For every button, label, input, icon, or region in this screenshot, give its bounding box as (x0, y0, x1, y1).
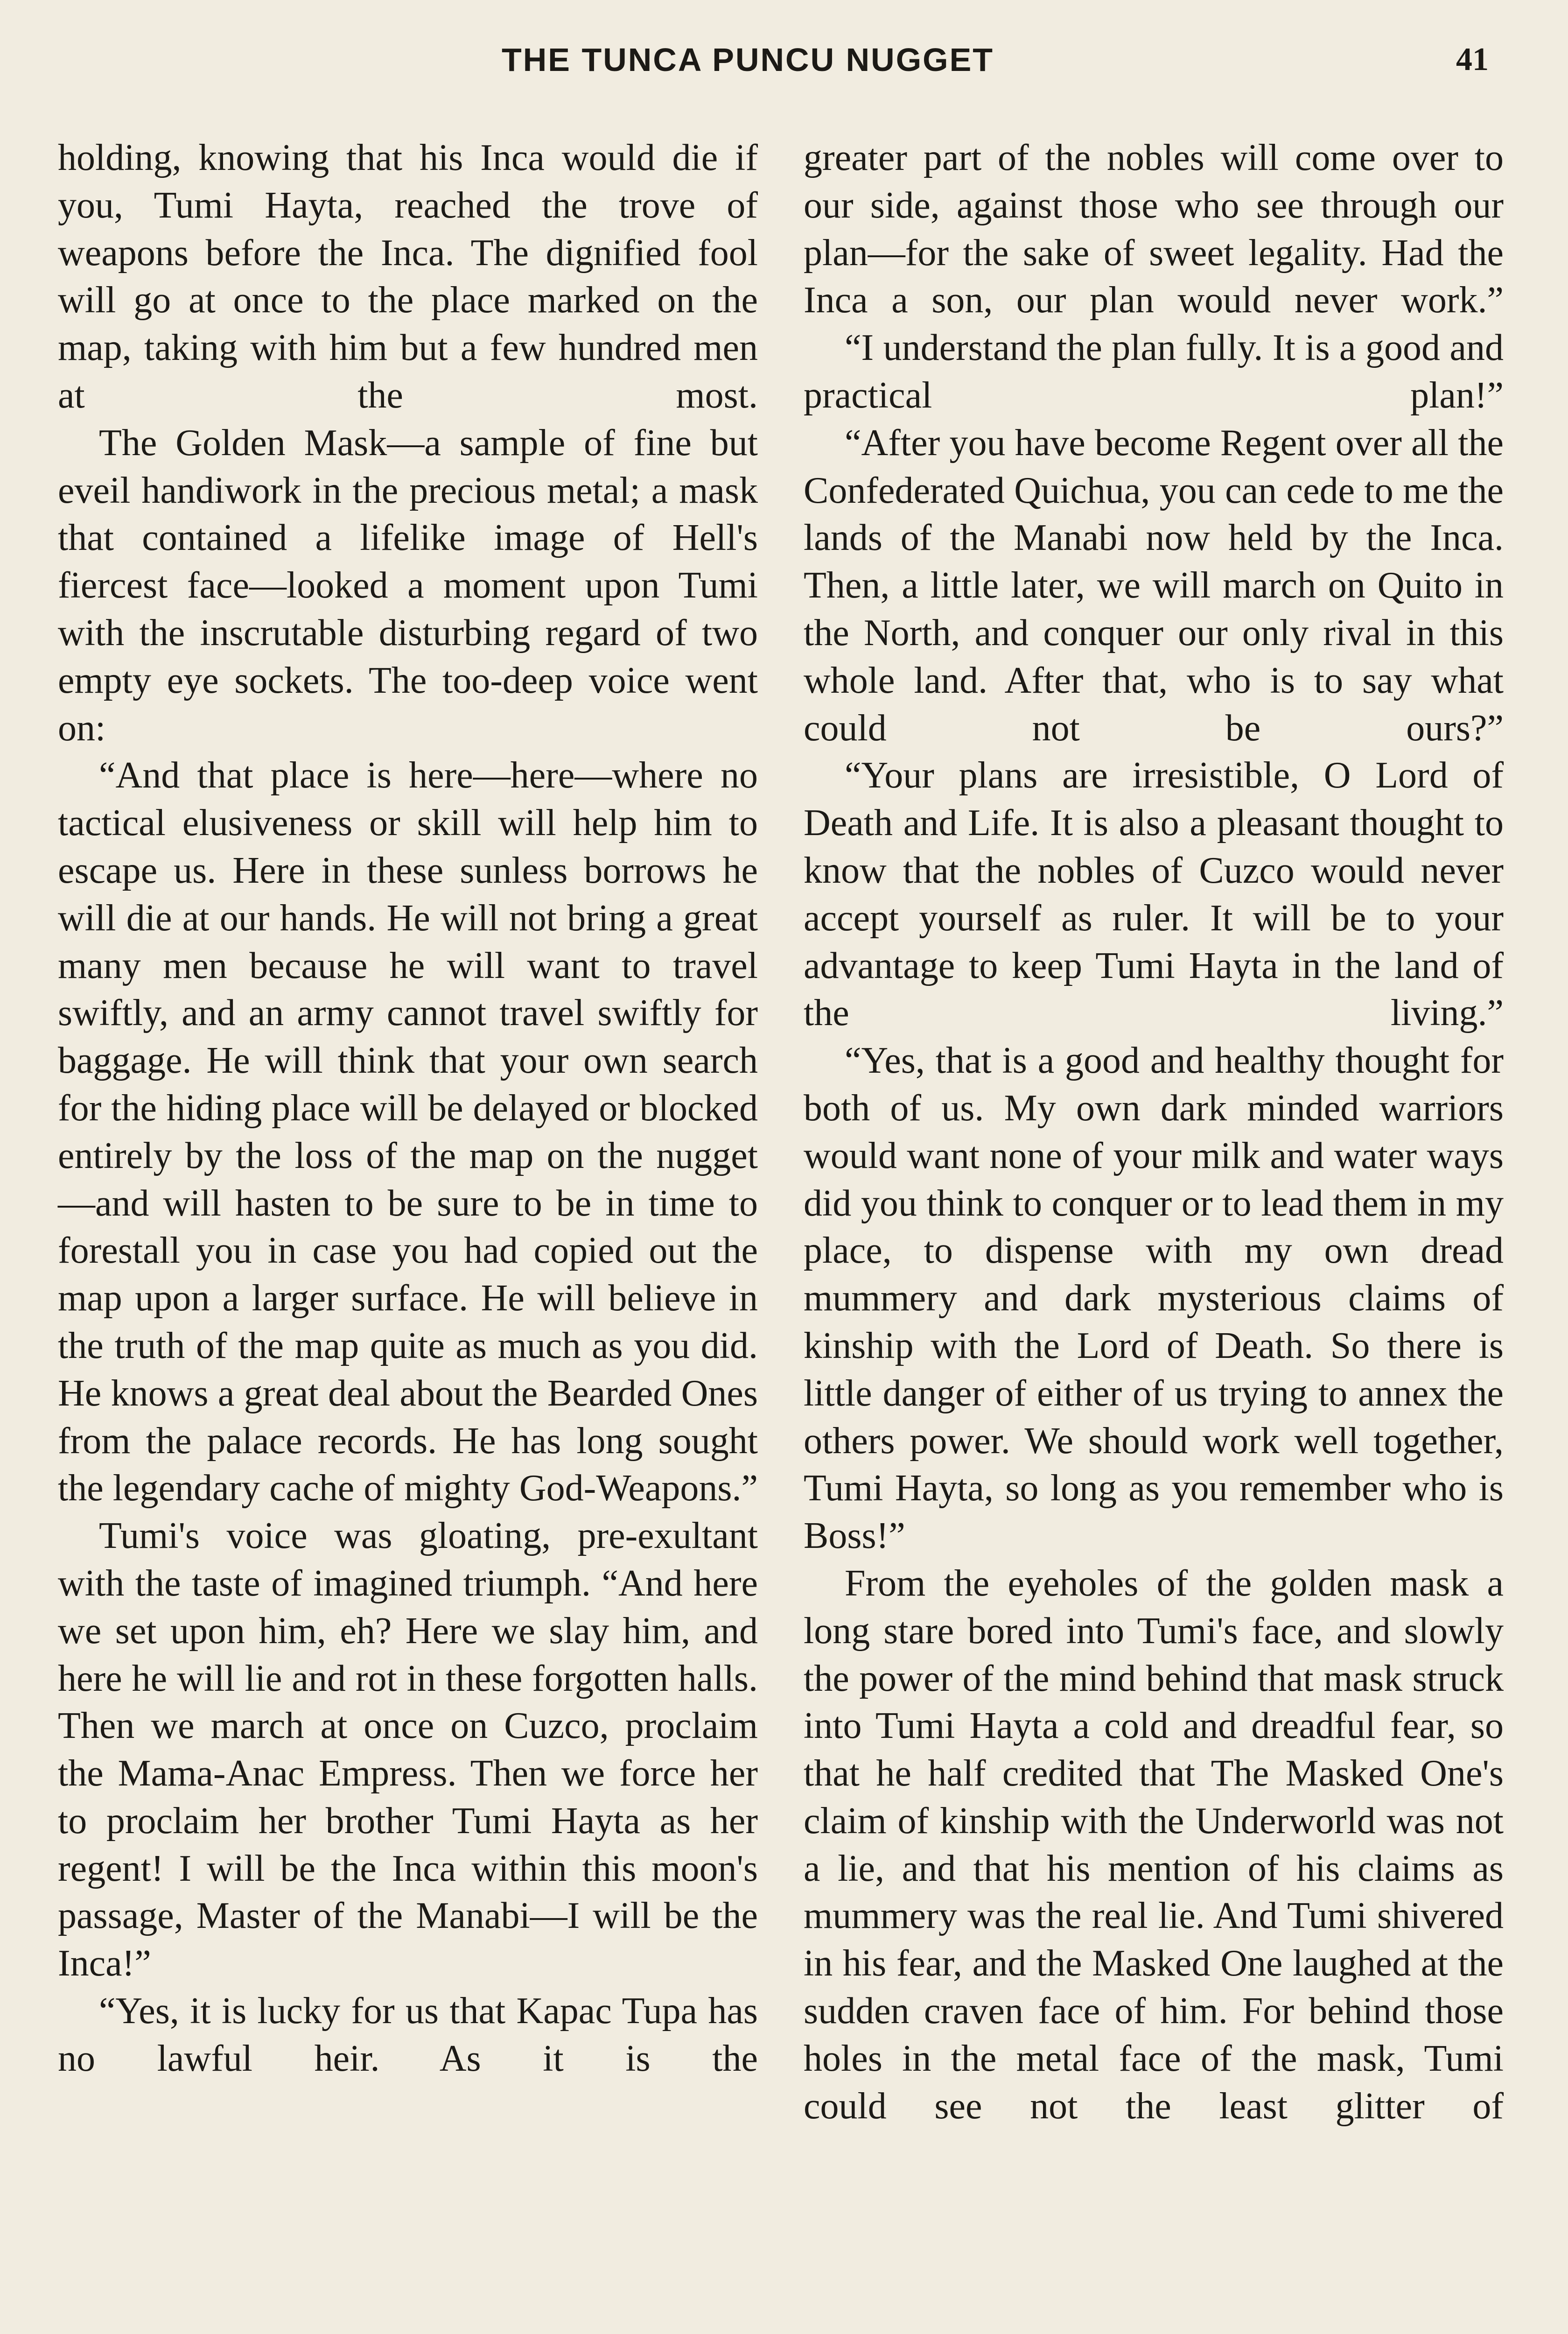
running-head: THE TUNCA PUNCU NUGGET (502, 42, 994, 78)
paragraph: greater part of the nobles will come over to our side, against those who see through our plan—for the sake of sweet legality. Had the Inca a son, our plan would never work.” (804, 137, 1504, 321)
paragraph: “I understand the plan fully. It is a good and practical plan!” (804, 327, 1504, 416)
paragraph: “Your plans are irresistible, O Lord of Death and Life. It is also a pleasant thought to know that the nobles of Cuzco would never accept yourself as ruler. It will be to your advantage to keep Tumi Hayta in the land of the living.” (804, 755, 1504, 1034)
paragraph: “Yes, it is lucky for us that Kapac Tupa has no lawful heir. As it is the (58, 1990, 758, 2079)
paragraph: “And that place is here—here—where no tactical elusiveness or skill will help him to escape us. Here in these sunless borrows he will die at our hands. He will not bring a great many men because he will want to travel swiftly, and an army cannot travel swiftly for baggage. He will think that your own search for the hiding place will be delayed or blocked entirely by the loss of the map on the nugget—and will hasten to be sure to be in time to forestall you in case you had copied out the map upon a larger surface. He will believe in the truth of the map quite as much as you did. He knows a great deal about the Bearded Ones from the palace records. He has long sought the legendary cache of mighty God-Weapons.” (58, 755, 758, 1509)
paragraph: Tumi's voice was gloating, pre-exultant with the taste of imagined triumph. “And here we set upon him, eh? Here we slay him, and here he will lie and rot in these forgotten halls. Then we march at once on Cuzco, proclaim the Mama-Anac Empress. Then we force her to proclaim her brother Tumi Hayta as her regent! I will be the Inca within this moon's passage, Master of the Manabi—I will be the Inca!” (58, 1515, 758, 1984)
paragraph: holding, knowing that his Inca would die if you, Tumi Hayta, reached the trove of weapons before the Inca. The dignified fool will go at once to the place marked on the map, taking with him but a few hundred men at the most. (58, 137, 758, 416)
paragraph: “After you have become Regent over all the Confederated Quichua, you can cede to me the lands of the Manabi now held by the Inca. Then, a little later, we will march on Quito in the North, and conquer our only rival in this whole land. After that, who is to say what could not be ours?” (804, 422, 1504, 749)
paragraph: “Yes, that is a good and healthy thought for both of us. My own dark minded warriors would want none of your milk and water ways did you think to conquer or to lead them in my place, to dispense with my own dread mummery and dark mysterious claims of kinship with the Lord of Death. So there is little danger of either of us trying to annex the others power. We should work well together, Tumi Hayta, so long as you remember who is Boss!” (804, 1040, 1504, 1557)
paragraph: The Golden Mask—a sample of fine but eveil handiwork in the precious metal; a mask that contained a lifelike image of Hell's fiercest face—looked a moment upon Tumi with the inscrutable disturbing regard of two empty eye sockets. The too-deep voice went on: (58, 422, 758, 749)
paragraph: From the eyeholes of the golden mask a long stare bored into Tumi's face, and slowly the power of the mind behind that mask struck into Tumi Hayta a cold and dreadful fear, so that he half credited that The Masked One's claim of kinship with the Underworld was not a lie, and that his mention of his claims as mummery was the real lie. And Tumi shivered in his fear, and the Masked One laughed at the sudden craven face of him. For behind those holes in the metal face of the mask, Tumi could see not the least glitter of (804, 1562, 1504, 2127)
right-column (804, 134, 1504, 2130)
page-number: 41 (1456, 42, 1489, 77)
left-column (58, 134, 758, 2083)
page-header (0, 41, 1568, 92)
